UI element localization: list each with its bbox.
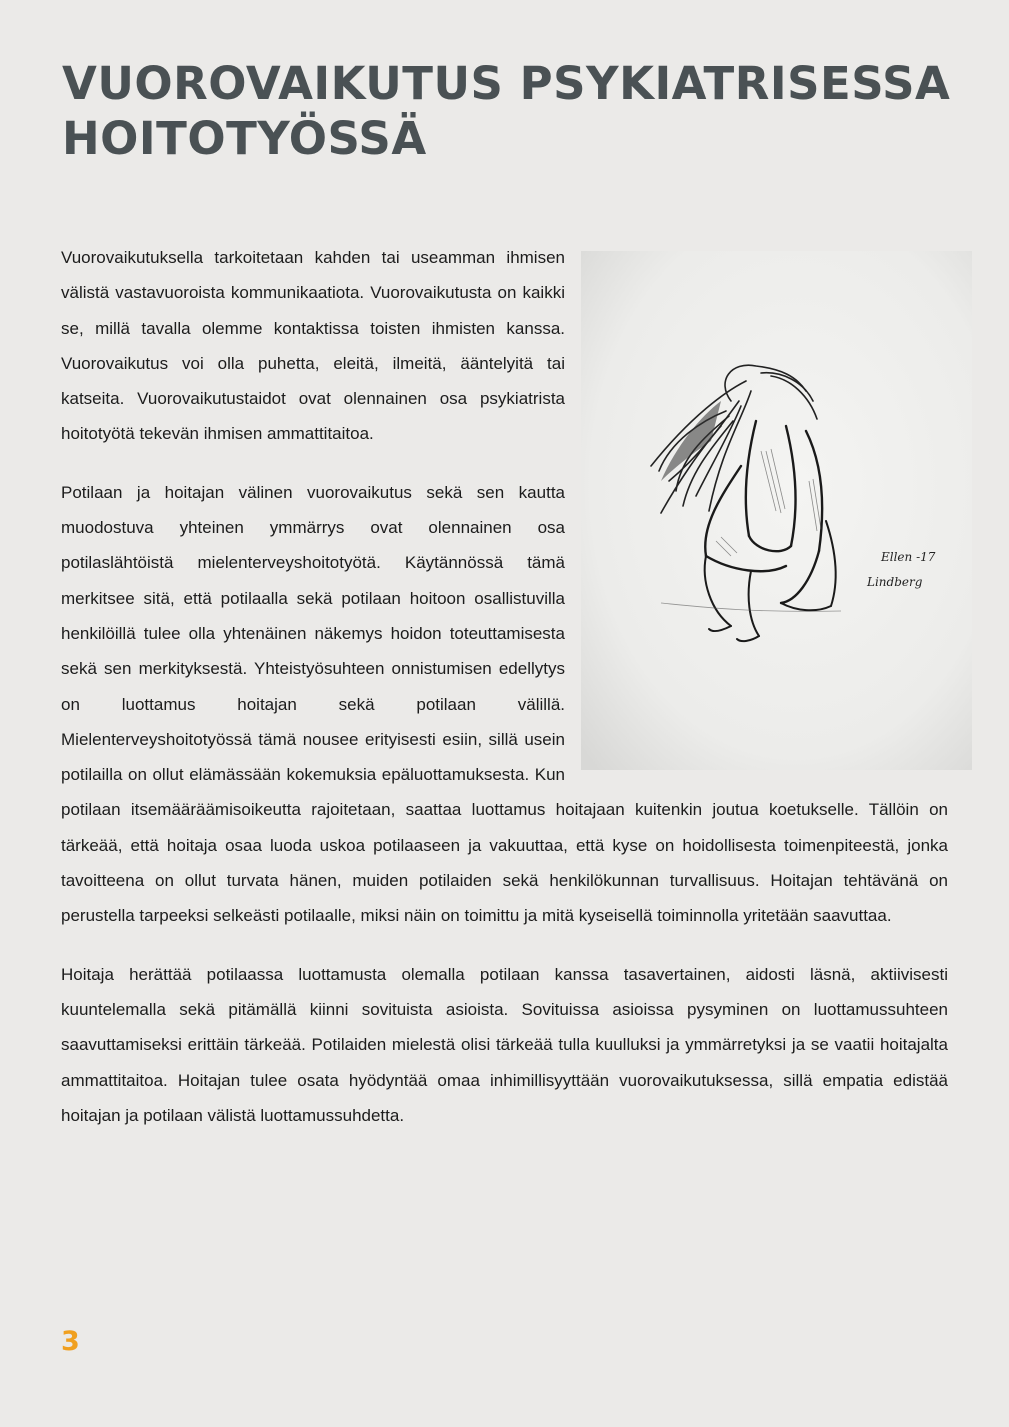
page-title-line-1: VUOROVAIKUTUS PSYKIATRISESSA: [62, 57, 951, 110]
signature-line-2: Lindberg: [867, 575, 923, 589]
page-title-line-2: HOITOTYÖSSÄ: [62, 112, 427, 165]
page-title: [62, 56, 982, 166]
paragraph-1: Vuorovaikutuksella tarkoitetaan kahden tai useamman ihmisen välistä vastavuoroista kommunikaatiota. Vuorovaikutusta on kaikki se, millä tavalla olemme kontaktissa toisten ihmisten kanssa. Vuorovaikutus voi olla puhetta, eleitä, ilmeitä, ääntelyitä tai katseita. Vuorovaikutustaidot ovat olennainen osa psykiatrista hoitotyötä tekevän ihmisen ammattitaitoa.: [61, 248, 565, 444]
paragraph-2: Potilaan ja hoitajan välinen vuorovaikutus sekä sen kautta muodostuva yhteinen ymmärrys ovat olennainen osa potilaslähtöistä mielenterveyshoitotyötä. Käytännössä tämä merkitsee sitä, että potilaalla sekä potilaan hoitoon osallistuvilla henkilöillä tulee olla yhtenäinen näkemys hoidon toteuttamisesta sekä sen merkityksestä. Yhteistyösuhteen onnistumisen edellytys on luottamus hoitajan sekä potilaan välillä. Mielenterveyshoitotyössä tämä nousee erityisesti esiin, sillä usein potilailla on ollut elämässään kokemuksia epäluottamuksesta. Kun potilaan itsemääräämisoikeutta rajoitetaan, saattaa luottamus hoitajaan kuitenkin joutua koetukselle. Tällöin on tärkeää, että hoitaja osaa luoda uskoa potilaaseen ja vakuuttaa, että kyse on hoidollisesta toimenpiteestä, jonka tavoitteena on ollut turvata hänen, muiden potilaiden sekä henkilökunnan turvallisuus. Hoitajan tehtävänä on perustella tarpeeksi selkeästi potilaalle, miksi näin on toimittu ja mitä kyseisellä toiminnolla yritetään saavuttaa.: [61, 482, 948, 926]
article-body: [61, 240, 948, 1156]
page-number: 3: [61, 1326, 80, 1357]
crouching-figure-sketch-icon: [581, 251, 972, 770]
pencil-drawing-image: [581, 251, 972, 770]
signature-line-1: Ellen -17: [881, 550, 936, 564]
paragraph-3: Hoitaja herättää potilaassa luottamusta olemalla potilaan kanssa tasavertainen, aidosti läsnä, aktiivisesti kuuntelemalla sekä pitämällä kiinni sovituista asioista. Sovituissa asioissa pysyminen on luottamussuhteen saavuttamiseksi erittäin tärkeää. Potilaiden mielestä olisi tärkeää tulla kuulluksi ja ymmärretyksi ja se vaatii hoitajalta ammattitaitoa. Hoitajan tulee osata hyödyntää omaa inhimillisyyttään vuorovaikutuksessa, sillä empatia edistää hoitajan ja potilaan välistä luottamussuhdetta.: [61, 964, 948, 1125]
